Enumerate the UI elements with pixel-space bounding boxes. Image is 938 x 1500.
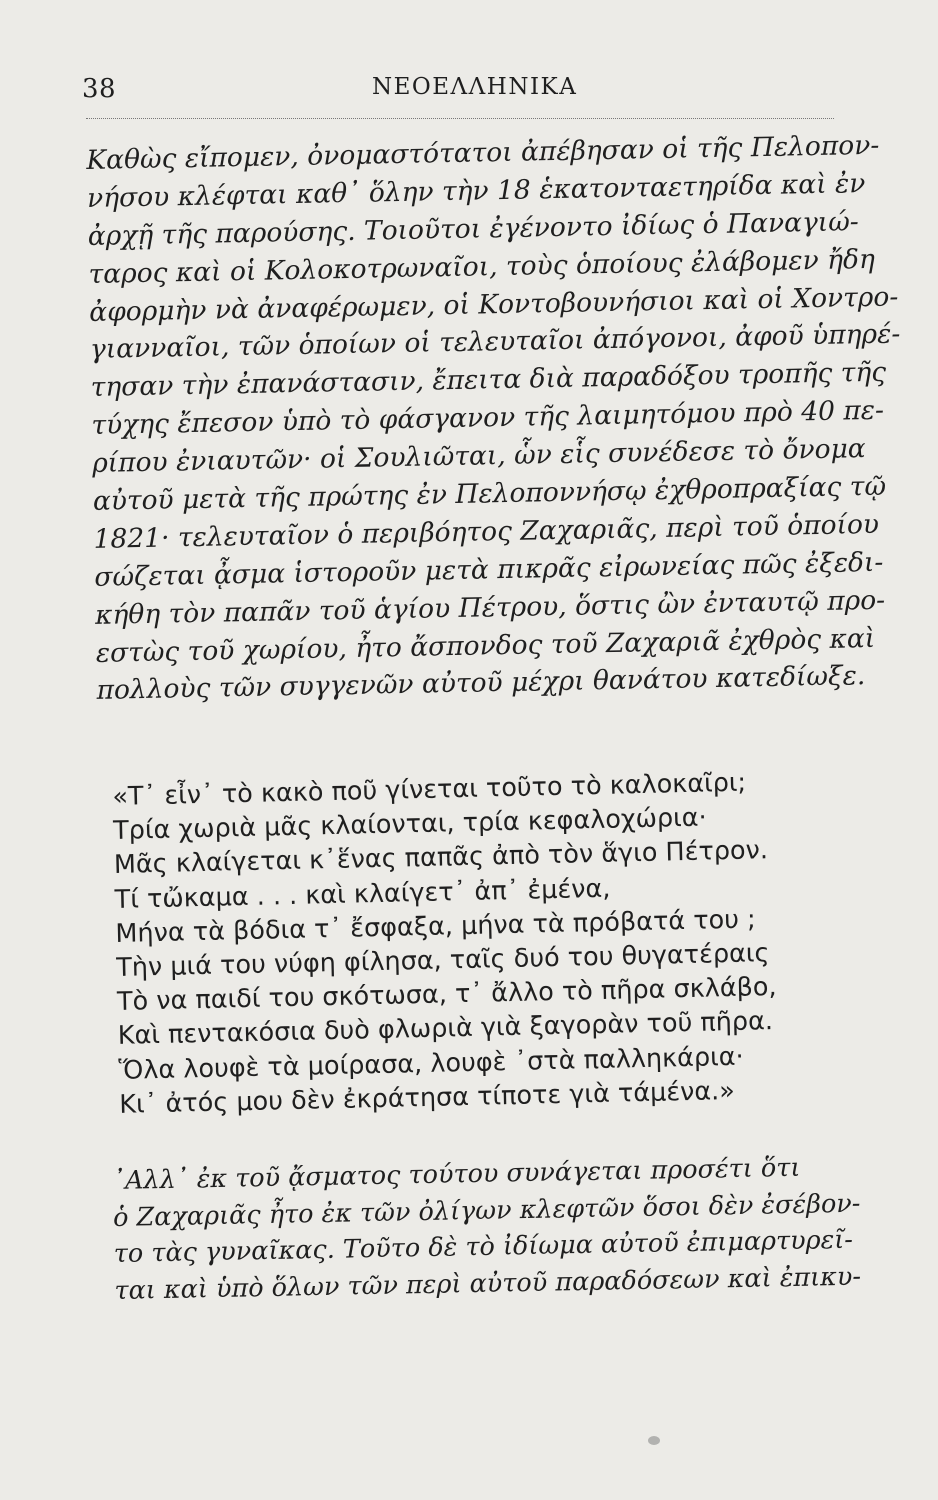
text-line: πολλοὺς τῶν συγγενῶν αὐτοῦ μέχρι θανάτου κατεδίωξε.: [96, 660, 866, 707]
poem-line: Μήνα τὰ βόδια τ᾽ ἔσφαξα, μήνα τὰ πρόβατά του ;: [115, 904, 757, 949]
page-header: [82, 66, 834, 106]
poem-line: Τὸ να παιδί του σκότωσα, τ᾽ ἄλλο τὸ πῆρα σκλάβο,: [116, 972, 777, 1018]
poem-line: Τὴν μιά του νύφη φίλησα, ταῖς δυό του θυγατέραις: [115, 938, 770, 983]
text-line: ὁ Ζαχαριᾶς ἦτο ἐκ τῶν ὀλίγων κλεφτῶν ὅσοι δὲν ἐσέβον-: [112, 1188, 861, 1233]
text-line: ἀρχῇ τῆς παρούσης. Τοιοῦτοι ἐγένοντο ἰδίως ὁ Παναγιώ-: [87, 205, 860, 252]
paragraph-1: [86, 127, 901, 710]
text-line: Καθὼς εἴπομεν, ὀνομαστότατοι ἀπέβησαν οἱ τῆς Πελοπον-: [86, 129, 880, 176]
poem-line: Ὅλα λουφὲ τὰ μοίρασα, λουφὲ ᾽στὰ παλληκάρια·: [118, 1041, 744, 1086]
text-line: 1821· τελευταῖον ὁ περιβόητος Ζαχαριᾶς, περὶ τοῦ ὁποίου: [93, 508, 880, 555]
page-number: 38: [82, 74, 117, 104]
text-line: το τὰς γυναῖκας. Τοῦτο δὲ τὸ ἰδίωμα αὐτοῦ ἐπιμαρτυρεῖ-: [113, 1224, 854, 1269]
ink-smudge: [648, 1436, 660, 1445]
text-line: γιανναῖοι, τῶν ὁποίων οἱ τελευταῖοι ἀπόγονοι, ἀφοῦ ὑπηρέ-: [89, 318, 901, 366]
text-line: ρίπου ἐνιαυτῶν· οἱ Σουλιῶται, ὧν εἷς συνέδεσε τὸ ὄνομα: [91, 433, 866, 480]
text-line: ᾽Αλλ᾽ ἐκ τοῦ ᾄσματος τούτου συνάγεται προσέτι ὅτι: [112, 1152, 801, 1196]
paragraph-2: [112, 1148, 875, 1309]
text-line: ἀφορμὴν νὰ ἀναφέρωμεν, οἱ Κοντοβουνήσιοι καὶ οἱ Χοντρο-: [88, 281, 899, 328]
text-line: εστὼς τοῦ χωρίου, ἦτο ἄσπονδος τοῦ Ζαχαριᾶ ἐχθρὸς καὶ: [95, 622, 876, 669]
running-title: ΝΕΟΕΛΛΗΝΙΚΑ: [372, 74, 578, 100]
folk-song-poem: [112, 764, 840, 1122]
text-line: ταρος καὶ οἱ Κολοκοτρωναῖοι, τοὺς ὁποίους ἐλάβομεν ἤδη: [88, 243, 876, 290]
poem-line: «Τ᾽ εἶν᾽ τὸ κακὸ ποῦ γίνεται τοῦτο τὸ καλοκαῖρι;: [112, 767, 747, 812]
poem-line: Τί τὤκαμα . . . καὶ κλαίγετ᾽ ἀπ᾽ ἐμένα,: [114, 873, 611, 915]
poem-line: Τρία χωριὰ μᾶς κλαίονται, τρία κεφαλοχώρια·: [112, 802, 708, 847]
text-line: αὐτοῦ μετὰ τῆς πρώτης ἐν Πελοποννήσῳ ἐχθροπραξίας τῷ: [92, 470, 887, 517]
poem-line: Μᾶς κλαίγεται κ᾽ἕνας παπᾶς ἀπὸ τὸν ἅγιο Πέτρον.: [113, 835, 769, 881]
text-line: τύχης ἔπεσον ὑπὸ τὸ φάσγανον τῆς λαιμητόμου πρὸ 40 πε-: [91, 394, 885, 442]
text-line: σώζεται ᾆσμα ἱστοροῦν μετὰ πικρᾶς εἰρωνείας πῶς ἐξεδι-: [94, 546, 884, 593]
text-line: τησαν τὴν ἐπανάστασιν, ἔπειτα διὰ παραδόξου τροπῆς τῆς: [90, 357, 887, 404]
text-line: νήσου κλέφται καθ᾽ ὅλην τὴν 18 ἑκατονταετηρίδα καὶ ἐν: [86, 167, 866, 214]
poem-line: Κι᾽ ἀτός μου δὲν ἐκράτησα τίποτε γιὰ τάμένα.»: [119, 1075, 736, 1120]
header-rule: [86, 118, 834, 119]
text-line: κήθη τὸν παπᾶν τοῦ ἁγίου Πέτρου, ὅστις ὢν ἐνταυτῷ προ-: [94, 584, 886, 631]
text-line: ται καὶ ὑπὸ ὅλων τῶν περὶ αὐτοῦ παραδόσεων καὶ ἐπικυ-: [114, 1261, 862, 1306]
poem-line: Καὶ πεντακόσια δυὸ φλωριὰ γιὰ ξαγορὰν τοῦ πῆρα.: [117, 1006, 774, 1052]
